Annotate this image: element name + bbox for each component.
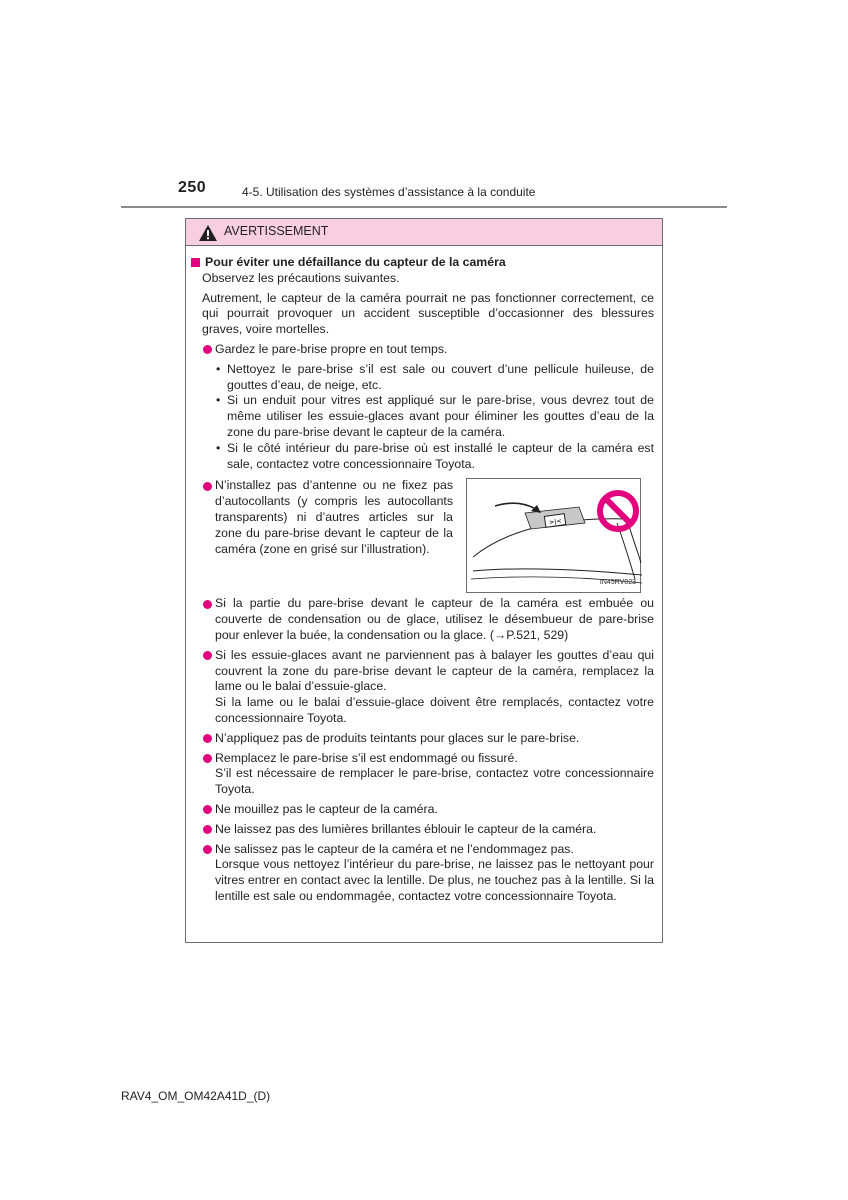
- illustration-code: IN45RV023: [599, 578, 636, 586]
- intro-line: Observez les précautions suivantes.: [202, 270, 400, 285]
- warning-title: AVERTISSEMENT: [224, 224, 329, 238]
- list-item-continuation: Lorsque vous nettoyez l’intérieur du pare-brise, ne laissez pas le nettoyant pour vitres entrer en contact avec la lentille. De plus, ne touchez pas à la lentille. Si la lentille est sale ou endommagée, contactez votre concessionnaire Toyota.: [215, 857, 654, 903]
- bullet-dot-icon: [203, 845, 212, 854]
- bullet-dot-icon: [203, 825, 212, 834]
- intro-paragraph: Autrement, le capteur de la caméra pourrait ne pas fonctionner correctement, ce qui pourrait provoquer un accident susceptible d’occasionner des blessures graves, voire mortelles.: [202, 290, 654, 337]
- warning-box: [185, 218, 663, 943]
- page-header: [0, 0, 848, 210]
- list-item-continuation: S’il est nécessaire de remplacer le pare-brise, contactez votre concessionnaire Toyota.: [215, 766, 654, 797]
- warning-triangle-icon: [198, 224, 218, 242]
- document-code: RAV4_OM_OM42A41D_(D): [121, 1089, 271, 1103]
- list-item: Ne laissez pas des lumières brillantes éblouir le capteur de la caméra.: [202, 822, 654, 838]
- svg-text:>|<: >|<: [548, 518, 562, 527]
- list-item: Ne mouillez pas le capteur de la caméra.: [202, 802, 654, 818]
- page-number: 250: [178, 179, 207, 196]
- windshield-illustration: [466, 478, 641, 593]
- warning-header: [186, 219, 662, 246]
- list-item: Gardez le pare-brise propre en tout temps.: [202, 342, 654, 358]
- list-item: Si les essuie-glaces avant ne parviennent pas à balayer les gouttes d’eau qui couvrent la zone du pare-brise devant le capteur de la caméra, remplacez la lame ou le balai d’essuie-glace.: [202, 648, 654, 695]
- list-item: N’appliquez pas de produits teintants pour glaces sur le pare-brise.: [202, 731, 654, 747]
- bullet-dot-icon: [203, 734, 212, 743]
- sub-list-item: • Si le côté intérieur du pare-brise où est installé le capteur de la caméra est sale, contactez votre concessionnaire Toyota.: [216, 440, 654, 471]
- bullet-dot-icon: [203, 651, 212, 660]
- bullet-dot-icon: [203, 600, 212, 609]
- bullet-dot-icon: [203, 482, 212, 491]
- section-title: 4-5. Utilisation des systèmes d’assistance à la conduite: [242, 185, 536, 199]
- bullet-dot-icon: [203, 345, 212, 354]
- list-item: Ne salissez pas le capteur de la caméra et ne l’endommagez pas.: [202, 842, 654, 858]
- bullet-dot-icon: [203, 805, 212, 814]
- header-rule: [121, 206, 727, 208]
- sub-list-item: • Si un enduit pour vitres est appliqué sur le pare-brise, vous devrez tout de même utiliser les essuie-glaces avant pour éliminer les gouttes d’eau de la zone du pare-brise devant le capteur de la caméra.: [216, 393, 654, 439]
- list-item-continuation: Si la lame ou le balai d’essuie-glace doivent être remplacés, contactez votre concessionnaire Toyota.: [215, 695, 654, 725]
- warning-content: [186, 255, 664, 905]
- antenna-item: [186, 478, 664, 596]
- sub-list-item: • Nettoyez le pare-brise s’il est sale ou couvert d’une pellicule huileuse, de gouttes d’eau, de neige, etc.: [216, 361, 654, 392]
- warning-heading: Pour éviter une défaillance du capteur de la caméra: [188, 255, 664, 271]
- list-item: Si la partie du pare-brise devant le capteur de la caméra est embuée ou couverte de condensation ou de glace, utilisez le désembueur de pare-brise pour enlever la buée, la condensation ou la glace. (→P.521, 529): [202, 596, 654, 643]
- bullet-dot-icon: [203, 754, 212, 763]
- list-item: N’installez pas d’antenne ou ne fixez pas d’autocollants (y compris les autocollants transparents) ni d’autres articles sur la zone du pare-brise devant le capteur de la caméra (zone en grisé sur l’illustration).: [202, 478, 453, 557]
- square-bullet-icon: [191, 258, 200, 267]
- list-item: Remplacez le pare-brise s’il est endommagé ou fissuré.: [202, 751, 654, 767]
